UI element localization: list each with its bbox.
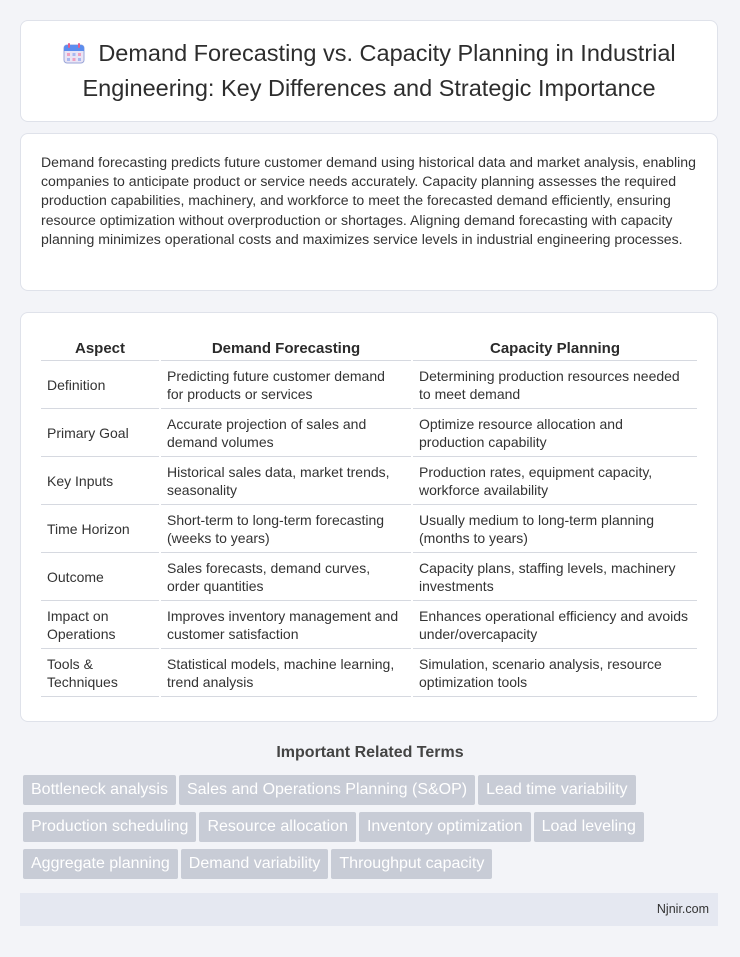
related-term-tag[interactable]: Resource allocation [199, 812, 356, 842]
comparison-card [20, 312, 718, 722]
related-term-tag[interactable]: Production scheduling [23, 812, 196, 842]
row-demand-forecasting: Short-term to long-term forecasting (weeks to years) [161, 505, 411, 553]
related-term-tag[interactable]: Aggregate planning [23, 849, 178, 879]
table-row [41, 553, 697, 601]
related-term-tag[interactable]: Inventory optimization [359, 812, 531, 842]
row-aspect: Definition [41, 361, 159, 409]
table-row [41, 601, 697, 649]
row-demand-forecasting: Statistical models, machine learning, trend analysis [161, 649, 411, 697]
related-term-tag[interactable]: Throughput capacity [331, 849, 492, 879]
row-demand-forecasting: Sales forecasts, demand curves, order quantities [161, 553, 411, 601]
row-demand-forecasting: Historical sales data, market trends, seasonality [161, 457, 411, 505]
row-capacity-planning: Optimize resource allocation and production capability [413, 409, 697, 457]
footer [20, 893, 718, 926]
column-header-capacity-planning: Capacity Planning [413, 332, 697, 361]
related-term-tag[interactable]: Lead time variability [478, 775, 635, 805]
page-title [49, 38, 689, 104]
table-row [41, 409, 697, 457]
related-term-tag[interactable]: Demand variability [181, 849, 329, 879]
row-capacity-planning: Enhances operational efficiency and avoids under/overcapacity [413, 601, 697, 649]
row-capacity-planning: Production rates, equipment capacity, workforce availability [413, 457, 697, 505]
related-term-tag[interactable]: Sales and Operations Planning (S&OP) [179, 775, 475, 805]
row-capacity-planning: Usually medium to long-term planning (months to years) [413, 505, 697, 553]
row-aspect: Key Inputs [41, 457, 159, 505]
row-aspect: Impact on Operations [41, 601, 159, 649]
table-header-row [41, 332, 697, 361]
row-demand-forecasting: Predicting future customer demand for products or services [161, 361, 411, 409]
column-header-aspect: Aspect [41, 332, 159, 361]
table-row [41, 505, 697, 553]
row-demand-forecasting: Accurate projection of sales and demand volumes [161, 409, 411, 457]
calendar-icon [62, 41, 86, 73]
column-header-demand-forecasting: Demand Forecasting [161, 332, 411, 361]
related-terms-list [23, 775, 723, 886]
title-card [20, 20, 718, 122]
table-row [41, 361, 697, 409]
related-term-tag[interactable]: Load leveling [534, 812, 644, 842]
row-capacity-planning: Capacity plans, staffing levels, machinery investments [413, 553, 697, 601]
row-capacity-planning: Determining production resources needed to meet demand [413, 361, 697, 409]
related-term-tag[interactable]: Bottleneck analysis [23, 775, 176, 805]
comparison-table [39, 332, 699, 697]
table-row [41, 649, 697, 697]
row-aspect: Outcome [41, 553, 159, 601]
row-aspect: Tools & Techniques [41, 649, 159, 697]
row-aspect: Primary Goal [41, 409, 159, 457]
row-aspect: Time Horizon [41, 505, 159, 553]
table-row [41, 457, 697, 505]
row-capacity-planning: Simulation, scenario analysis, resource optimization tools [413, 649, 697, 697]
intro-paragraph: Demand forecasting predicts future customer demand using historical data and market analysis, enabling companies to anticipate product or service needs accurately. Capacity planning assesses the required production capabilities, machinery, and workforce to meet the forecasted demand efficiently, ensuring resource optimization without overproduction or shortages. Aligning demand forecasting with capacity planning minimizes operational costs and maximizes service levels in industrial engineering processes. [41, 154, 696, 247]
related-terms-heading: Important Related Terms [276, 744, 464, 761]
row-demand-forecasting: Improves inventory management and customer satisfaction [161, 601, 411, 649]
intro-card [20, 133, 718, 291]
page-title-text: Demand Forecasting vs. Capacity Planning in Industrial Engineering: Key Differences and Strategic Importance [82, 40, 676, 101]
footer-site-link[interactable]: Njnir.com [656, 902, 709, 916]
